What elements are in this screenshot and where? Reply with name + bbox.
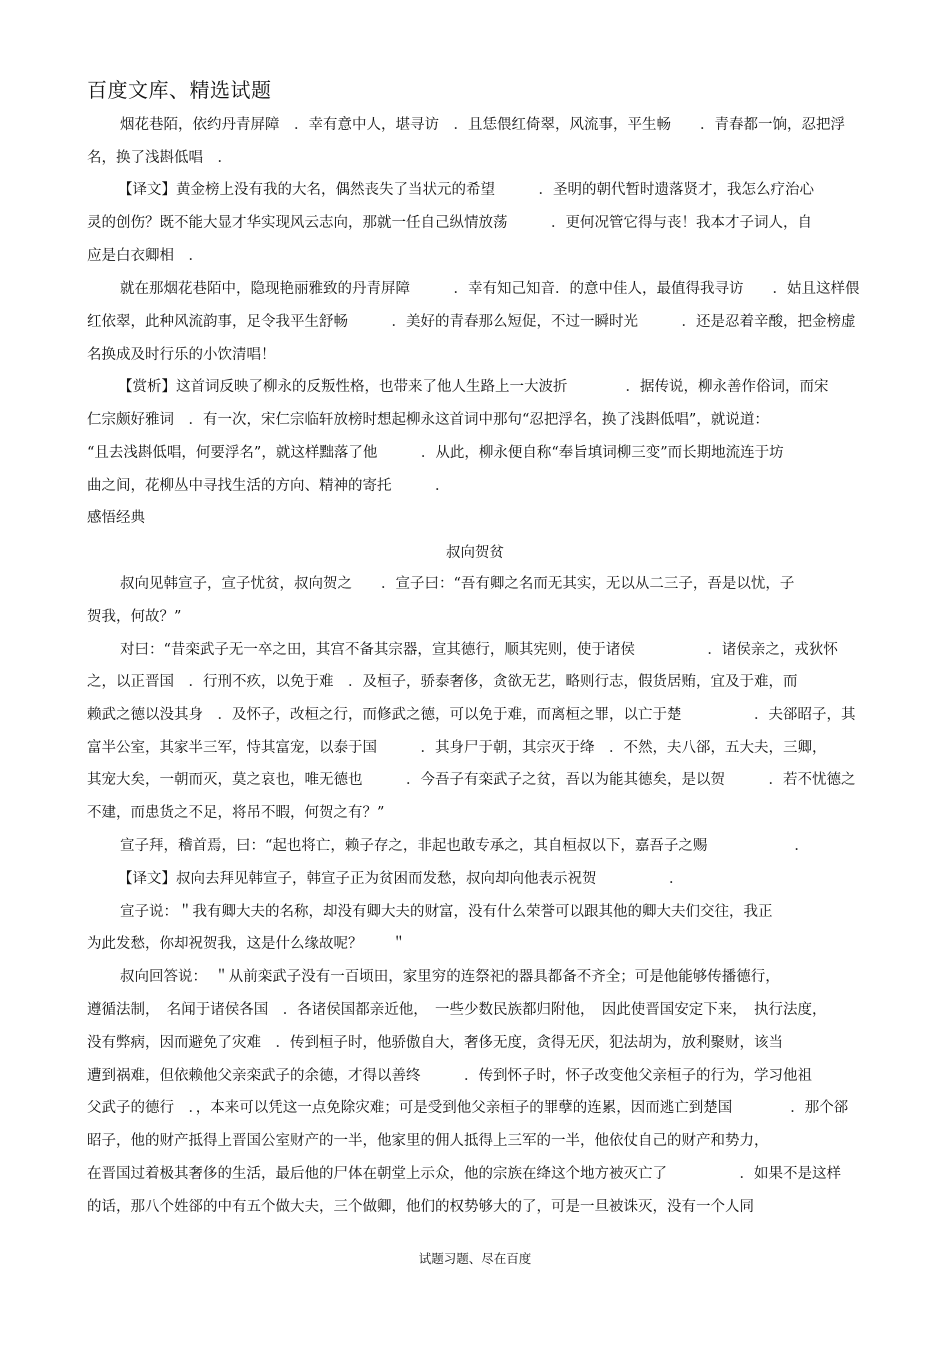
text-line: 赖武之德以没其身 ．及怀子，改桓之行，而修武之德，可以免于难，而离桓之罪，以亡于楚 ．夫郤昭子，其 — [87, 707, 856, 723]
text-line: 在晋国过着极其奢侈的生活，最后他的尸体在朝堂上示众，他的宗族在绛这个地方被灭亡了 ．如果不是这样 — [87, 1166, 841, 1182]
text-line: 富半公室，其家半三军，恃其富宠，以泰于国 ．其身尸于朝，其宗灭于绛 ．不然，夫八郤，五大夫，三卿， — [87, 740, 827, 756]
text-line: 的话，那八个姓郤的中有五个做大夫，三个做卿，他们的权势够大的了，可是一旦被诛灭，没有一个人同 — [87, 1199, 754, 1215]
text-line: 昭子，他的财产抵得上晋国公室财产的一半，他家里的佣人抵得上三军的一半，他依仗自己的财产和势力， — [87, 1133, 769, 1149]
text-line: 就在那烟花巷陌中，隐现艳丽雅致的丹青屏障 ．幸有知己知音．的意中佳人，最值得我寻访 ．姑且这样偎 — [120, 281, 860, 297]
text-line: 烟花巷陌，依约丹青屏障 ．幸有意中人，堪寻访 ．且恁偎红倚翠，风流事，平生畅 ．青春都一饷，忍把浮 — [120, 117, 845, 133]
text-line: 名换成及时行乐的小饮清唱！ — [87, 347, 276, 363]
section-title: 叔向贺贫 — [446, 545, 504, 561]
text-line: 应是白衣卿相 ． — [87, 248, 203, 264]
text-line: 遭到祸难，但依赖他父亲栾武子的余德，才得以善终 ．传到怀子时，怀子改变他父亲桓子的行为，学习他祖 — [87, 1068, 812, 1084]
text-line: 宣子说：＂我有卿大夫的名称，却没有卿大夫的财富，没有什么荣誉可以跟其他的卿大夫们交往，我正 — [120, 904, 773, 920]
text-line: 贺我，何故？” — [87, 609, 182, 625]
text-line: 曲之间，花柳丛中寻找生活的方向、精神的寄托 ． — [87, 478, 450, 494]
text-line: 仁宗颇好雅词 ．有一次，宋仁宗临轩放榜时想起柳永这首词中那句“忍把浮名，换了浅斟低唱”，就说道： — [87, 412, 769, 428]
text-line: “且去浅斟低唱，何要浮名”，就这样黜落了他 ．从此，柳永便自称“奉旨填词柳三变”而长期地流连于坊 — [87, 445, 784, 461]
page-header: 百度文库、精选试题 — [87, 78, 272, 102]
text-line: 灵的创伤？既不能大显才华实现风云志向，那就一任自己纵情放荡 ．更何况管它得与丧！我本才子词人，自 — [87, 215, 812, 231]
text-line: 【译文】叔向去拜见韩宣子，韩宣子正为贫困而发愁，叔向却向他表示祝贺 ． — [118, 871, 684, 887]
text-line: 遵循法制， 名闻于诸侯各国 ．各诸侯国都亲近他， 一些少数民族都归附他， 因此使晋国安定下来， 执行法度， — [87, 1002, 827, 1018]
text-line: 【赏析】这首词反映了柳永的反叛性格，也带来了他人生路上一大波折 ．据传说，柳永善作俗词，而宋 — [118, 379, 829, 395]
text-line: 【译文】黄金榜上没有我的大名，偶然丧失了当状元的希望 ．圣明的朝代暂时遗落贤才，我怎么疗治心 — [118, 182, 814, 198]
text-line: 对曰：“昔栾武子无一卒之田，其宫不备其宗器，宣其德行，顺其宪则，使于诸侯 ．诸侯亲之，戎狄怀 — [120, 642, 838, 658]
page-footer: 试题习题、尽在百度 — [418, 1251, 532, 1266]
text-line: 名，换了浅斟低唱 ． — [87, 150, 232, 166]
text-line: 宣子拜，稽首焉，曰：“起也将亡，赖子存之，非起也敢专承之，其自桓叔以下，嘉吾子之赐 ． — [120, 838, 809, 854]
text-line: 不建，而患货之不足，将吊不暇，何贺之有？” — [87, 805, 385, 821]
text-line: 红依翠，此种风流韵事，足令我平生舒畅 ．美好的青春那么短促，不过一瞬时光 ．还是忍着辛酸，把金榜虚 — [87, 314, 856, 330]
text-line: 为此发愁，你却祝贺我，这是什么缘故呢？ ＂ — [87, 936, 406, 952]
text-line: 没有弊病，因而避免了灾难 ．传到桓子时，他骄傲自大，奢侈无度，贪得无厌，犯法胡为，放利聚财，该当 — [87, 1035, 783, 1051]
text-line: 其宠大矣，一朝而灭，莫之哀也，唯无德也 ．今吾子有栾武子之贫，吾以为能其德矣，是以贺 ．若不忧德之 — [87, 772, 856, 788]
text-line: 父武子的德行 ．，本来可以凭这一点免除灾难；可是受到他父亲桓子的罪孽的连累，因而逃亡到楚国 ．那个郤 — [87, 1100, 849, 1116]
text-line: 叔向见韩宣子，宣子忧贫，叔向贺之 ．宣子曰：“吾有卿之名而无其实，无以从二三子，吾是以忧，子 — [120, 576, 795, 592]
text-line: 叔向回答说： ＂从前栾武子没有一百顷田，家里穷的连祭祀的器具都备不齐全；可是他能够传播德行， — [120, 969, 780, 985]
text-line: 之，以正晋国 ．行刑不疚，以免于难 ．及桓子，骄泰奢侈，贪欲无艺，略则行志，假货居贿，宜及于难，而 — [87, 674, 798, 690]
section-label: 感悟经典 — [87, 510, 145, 526]
